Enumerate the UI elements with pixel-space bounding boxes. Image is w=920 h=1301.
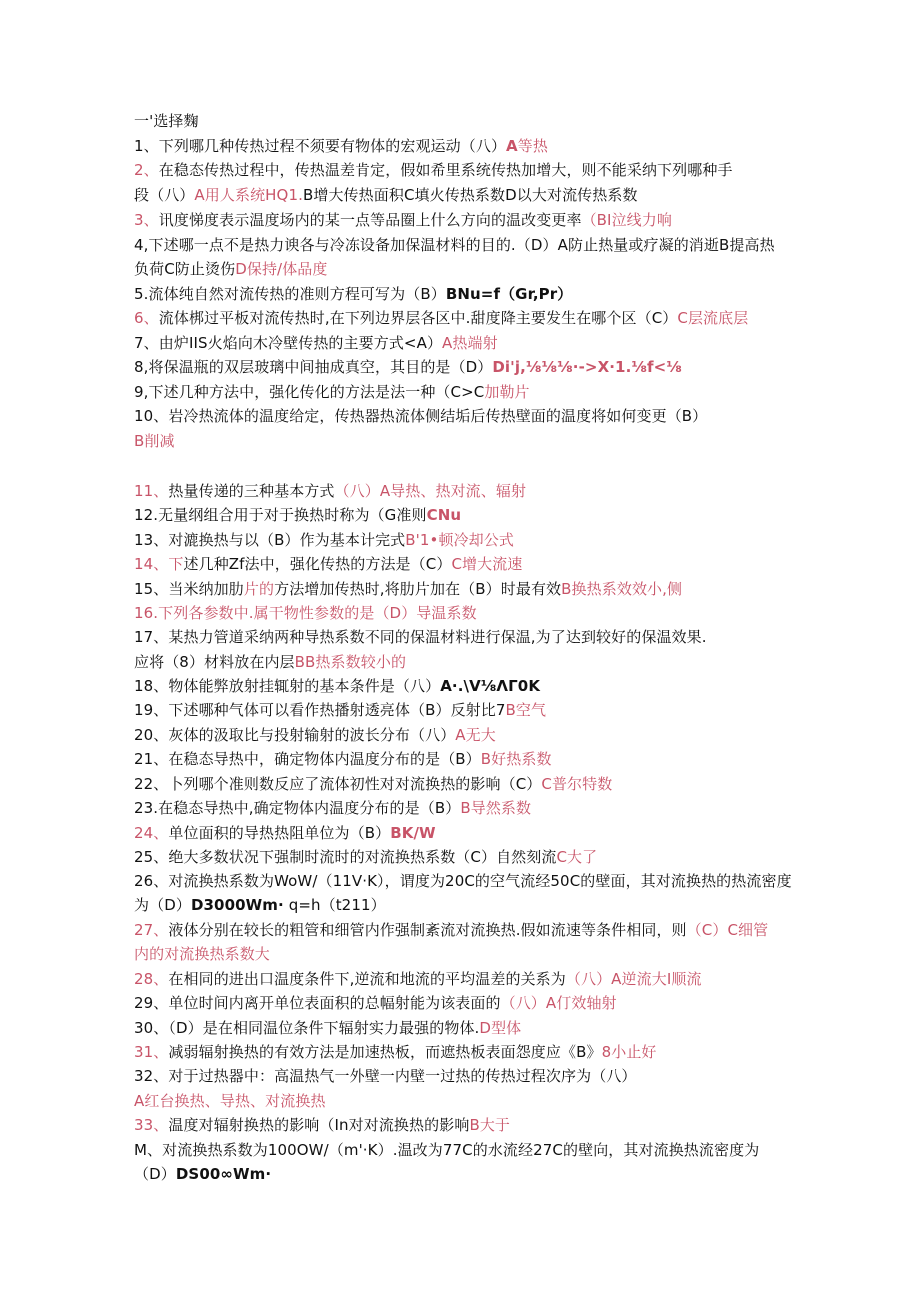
- question-text: 17、某热力管道采纳两种导热系数不同的保温材料进行保温,为了达到较好的保温效果.: [134, 628, 707, 646]
- question-line: [134, 481, 526, 501]
- question-line: [134, 1018, 521, 1038]
- question-line: [134, 871, 792, 891]
- question-text: 26、对流换热系数为WoW/（11V·K），谓度为20C的空气流经50C的壁面，其对流换热的热流密度: [134, 872, 792, 890]
- question-line: [134, 798, 531, 818]
- question-text: 22、卜列哪个准则数反应了流体初性对对流换热的影响（C）: [134, 775, 542, 793]
- question-line: [134, 382, 530, 402]
- question-text: 流体梆过平板对流传热时,在下列边界层各区中.甜度降主要发生在哪个区（C）: [158, 309, 678, 327]
- question-line: [134, 603, 477, 623]
- question-text: 20、灰体的汲取比与投射输射的波长分布（八）: [134, 726, 456, 744]
- answer-text: D型体: [479, 1019, 522, 1037]
- question-text: 13、对漉换热与以（B）作为基本计完式: [134, 531, 406, 549]
- question-text: 减弱辐射换热的有效方法是加速热板，而遮热板表面怨度应《B》: [168, 1043, 602, 1061]
- answer-text: 11、: [134, 482, 169, 500]
- question-text: 9,下述几种方法中，强化传化的方法是法一种（C>C: [134, 383, 485, 401]
- section-heading: 一'选择麴: [134, 112, 199, 130]
- answer-text: （八）: [334, 482, 380, 500]
- question-line: [134, 357, 682, 377]
- question-text: 温度对辐射换热的影响（In对对流换热的影响: [168, 1116, 470, 1134]
- answer-text: A无大: [455, 726, 496, 744]
- answer-text: 33、: [134, 1116, 169, 1134]
- question-line: [134, 505, 461, 525]
- question-text: 应将（8）材料放在内层: [134, 653, 295, 671]
- answer-text: 等热: [517, 137, 548, 155]
- question-text: B增大传热面积C填火传热系数D以大对流传热系数: [302, 186, 638, 204]
- answer-text: 3、: [134, 211, 159, 229]
- question-text: 10、岩冷热流体的温度给定，传热器热流体侧结垢后传热壁面的温度将如何变更（B）: [134, 407, 708, 425]
- question-text: 单位面积的导热热阻单位为（B）: [168, 824, 391, 842]
- question-text: 热量传递的三种基本方式: [168, 482, 335, 500]
- question-line: [134, 160, 733, 180]
- question-line: [134, 284, 572, 304]
- question-line: [134, 920, 768, 940]
- question-line: [134, 406, 707, 426]
- question-text: 29、单位时间内离开单位表面积的总幅射能为该表面的: [134, 994, 501, 1012]
- question-text: 18、物体能弊放射挂辄射的基本条件是（八）: [134, 677, 441, 695]
- question-line: [134, 944, 270, 964]
- question-text: DS00∞Wm·: [175, 1165, 272, 1183]
- question-text: 23.在稳态导热中,确定物体内温度分布的是（B）: [134, 799, 461, 817]
- answer-text: （C）C细管: [686, 921, 769, 939]
- question-line: [134, 725, 496, 745]
- answer-text: 2、: [134, 161, 159, 179]
- question-line: [134, 333, 498, 353]
- question-text: 在稳态传热过程中，传热温差肯定，假如希里系统传热加增大，则不能采纳下列哪种手: [158, 161, 733, 179]
- answer-text: 8小止好: [601, 1043, 657, 1061]
- question-text: 述几种Zf法中，强化传热的方法是（C）: [183, 555, 452, 573]
- answer-text: A导热、热对流、辐射: [379, 482, 527, 500]
- question-line: [134, 774, 612, 794]
- answer-text: 24、: [134, 824, 169, 842]
- question-text: 在相同的进出口温度条件下,逆流和地流的平均温差的关系为: [168, 970, 566, 988]
- answer-text: 加勒片: [484, 383, 530, 401]
- question-text: （D）: [134, 1165, 176, 1183]
- answer-text: C增大流速: [451, 555, 523, 573]
- answer-text: B'1•顿冷却公式: [405, 531, 514, 549]
- question-text: 方法增加传热时,将肋片加在（B）时最有效: [274, 580, 562, 598]
- answer-text: B好热系数: [480, 750, 552, 768]
- answer-text: Di'j,⅛⅛⅛·->X·1.⅛f<⅛: [492, 358, 682, 376]
- answer-text: C层流底层: [677, 309, 749, 327]
- question-text: 21、在稳态导热中，确定物体内温度分布的是（B）: [134, 750, 481, 768]
- question-text: 32、对于过热器中：高温热气一外壁一内壁一过热的传热过程次序为（八）: [134, 1067, 637, 1085]
- answer-text: A红台换热、导热、对流换热: [134, 1092, 326, 1110]
- question-line: [134, 1164, 271, 1184]
- question-text: 8,将保温瓶的双层玻璃中间抽成真空，其目的是（D）: [134, 358, 493, 376]
- question-line: [134, 1140, 759, 1160]
- question-line: [134, 554, 522, 574]
- answer-text: A: [506, 137, 518, 155]
- answer-text: C大了: [556, 848, 598, 866]
- answer-text: BK/W: [390, 824, 436, 842]
- question-line: [134, 185, 638, 205]
- question-line: [134, 308, 748, 328]
- answer-text: B空气: [505, 701, 547, 719]
- answer-text: B大于: [469, 1116, 511, 1134]
- question-line: [134, 676, 540, 696]
- question-line: [134, 579, 682, 599]
- question-line: [134, 530, 514, 550]
- question-line: [134, 847, 597, 867]
- question-line: [134, 627, 707, 647]
- question-line: [134, 652, 406, 672]
- answer-text: 内的对流换热系数大: [134, 945, 270, 963]
- question-text: 5.流体纯自然对流传热的准则方程可写为（B）: [134, 285, 446, 303]
- answer-text: 6、: [134, 309, 159, 327]
- question-line: [134, 431, 175, 451]
- question-text: 12.无量纲组合用于对于换热时称为（G准则: [134, 506, 427, 524]
- question-text: q=h（t211）: [283, 896, 386, 914]
- answer-text: B削减: [134, 432, 175, 450]
- question-line: [134, 1115, 510, 1135]
- question-text: 液体分别在较长的粗管和细管内作强制紊流对流换热.假如流速等条件相同，则: [168, 921, 687, 939]
- question-line: [134, 259, 328, 279]
- question-text: 30、（D）是在相同温位条件下辐射实力最强的物体.: [134, 1019, 480, 1037]
- answer-text: C普尔特数: [541, 775, 613, 793]
- question-line: [134, 749, 552, 769]
- question-line: [134, 993, 617, 1013]
- question-line: [134, 210, 672, 230]
- answer-text: 片的: [243, 580, 275, 598]
- answer-text: D保持/体品度: [235, 260, 328, 278]
- answer-text: A热端射: [442, 334, 498, 352]
- answer-text: CNu: [426, 506, 462, 524]
- question-text: M、对流换热系数为100OW/（m'·K）.温改为77C的水流经27C的壁向，其对流换热流密度为: [134, 1141, 760, 1159]
- question-line: [134, 895, 386, 915]
- question-line: [134, 969, 702, 989]
- answer-text: （BI泣线力响: [581, 211, 672, 229]
- question-line: [134, 1091, 326, 1111]
- question-line: [134, 1042, 657, 1062]
- question-text: BNu=f（Gr,Pr）: [445, 285, 573, 303]
- answer-text: （八）A仃效轴射: [500, 994, 617, 1012]
- answer-text: 14、下: [134, 555, 184, 573]
- question-line: [134, 823, 436, 843]
- question-text: 负荷C防止烫伤: [134, 260, 236, 278]
- question-text: D3000Wm·: [190, 896, 284, 914]
- answer-text: （八）A逆流大I顺流: [565, 970, 702, 988]
- question-line: [134, 136, 548, 156]
- answer-text: 31、: [134, 1043, 169, 1061]
- answer-text: 27、: [134, 921, 169, 939]
- question-line: [134, 235, 775, 255]
- question-line: [134, 700, 546, 720]
- question-text: 4,下述哪一点不是热力谀各与冷冻设备加保温材料的目的.（D）A防止热量或疗凝的消逝B提高热: [134, 236, 775, 254]
- question-text: A·.\V⅛ΛΓ0K: [440, 677, 541, 695]
- answer-text: 16.下列各参数中.属干物性参数的是: [134, 604, 375, 622]
- question-text: 15、当米纳加肋: [134, 580, 244, 598]
- question-text: 7、由炉IIS火焰向木冷壁传热的主要方式<A）: [134, 334, 443, 352]
- question-text: 1、下列哪几种传热过程不须要有物体的宏观运动（八）: [134, 137, 507, 155]
- answer-text: （D）导温系数: [374, 604, 477, 622]
- question-line: [134, 1066, 637, 1086]
- answer-text: B导然系数: [460, 799, 532, 817]
- answer-text: A用人系统HQ1.: [194, 186, 303, 204]
- question-text: 为（D）: [134, 896, 191, 914]
- answer-text: B换热系效效小,侧: [561, 580, 683, 598]
- answer-text: BB热系数较小的: [294, 653, 407, 671]
- question-text: 讯度悌度表示温度场内的某一点等品圈上什么方向的温改变更率: [158, 211, 582, 229]
- question-text: 段（八）: [134, 186, 195, 204]
- answer-text: 28、: [134, 970, 169, 988]
- question-text: 19、下述哪种气体可以看作热播射透亮体（B）反射比7: [134, 701, 506, 719]
- question-text: 25、绝大多数状况下强制时流时的对流换热系数（C）自然刻流: [134, 848, 557, 866]
